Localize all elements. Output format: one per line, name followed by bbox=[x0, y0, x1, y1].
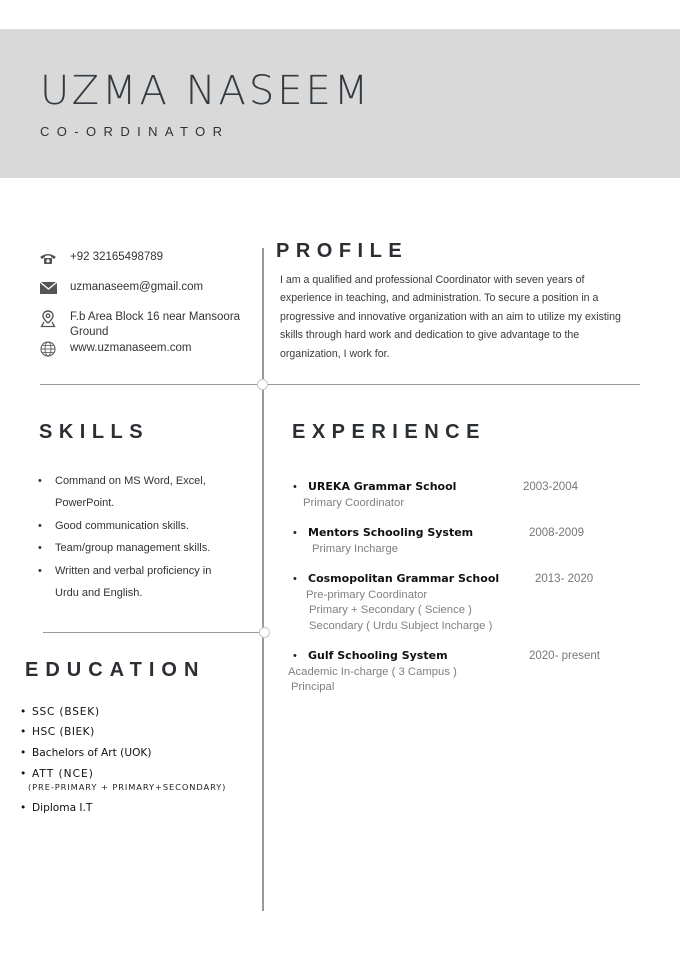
bullet-icon: • bbox=[293, 650, 297, 662]
profile-summary: I am a qualified and professional Coordinator with seven years of experience in teaching, and administration. To secure a position in a progressive and innovative organization with an aim to utilize my existing skills through hard work and dedication to give advantage to the organization, I work for. bbox=[280, 274, 621, 360]
website: www.uzmanaseem.com bbox=[70, 342, 192, 354]
company-name: Gulf Schooling System bbox=[308, 649, 448, 662]
email-address: uzmanaseem@gmail.com bbox=[70, 281, 204, 293]
phone-number: +92 32165498789 bbox=[70, 251, 164, 263]
contact-address bbox=[38, 310, 250, 340]
experience-entry bbox=[293, 526, 623, 557]
education-heading: EDUCATION bbox=[25, 659, 206, 681]
vertical-divider bbox=[262, 248, 264, 911]
experience-entry bbox=[288, 649, 623, 696]
divider-node bbox=[257, 379, 268, 390]
mail-icon bbox=[38, 280, 58, 296]
role: Primary + Secondary ( Science ) bbox=[309, 604, 472, 617]
skill-item: • Good communication skills. bbox=[38, 515, 238, 537]
years: 2020- present bbox=[529, 650, 600, 662]
contact-phone bbox=[38, 250, 250, 266]
role: Academic In-charge ( 3 Campus ) bbox=[288, 666, 457, 678]
education-item: • Bachelors of Art (UOK) bbox=[20, 747, 226, 768]
education-item: • ATT (NCE) bbox=[20, 768, 226, 781]
years: 2013- 2020 bbox=[535, 573, 594, 585]
profile-heading: PROFILE bbox=[276, 240, 409, 262]
years: 2003-2004 bbox=[523, 481, 578, 493]
role: Secondary ( Urdu Subject Incharge ) bbox=[309, 619, 493, 632]
role: Primary Coordinator bbox=[303, 497, 405, 509]
location-pin-icon bbox=[38, 310, 58, 328]
education-item: • HSC (BIEK) bbox=[20, 726, 226, 747]
contact-website bbox=[38, 341, 250, 357]
education-item: • SSC (BSEK) bbox=[20, 706, 226, 726]
divider-node bbox=[259, 627, 270, 638]
globe-icon bbox=[38, 341, 58, 357]
role: Principal bbox=[291, 681, 335, 694]
experience-heading: EXPERIENCE bbox=[292, 421, 486, 443]
skills-list bbox=[38, 470, 238, 604]
bullet-icon: • bbox=[293, 573, 297, 585]
contact-email bbox=[38, 280, 250, 296]
skill-item: • Team/group management skills. bbox=[38, 537, 238, 559]
education-item: • Diploma I.T bbox=[20, 802, 226, 822]
bullet-icon: • bbox=[293, 527, 297, 539]
education-list bbox=[20, 706, 226, 822]
experience-entry bbox=[293, 480, 623, 511]
company-name: Mentors Schooling System bbox=[308, 526, 474, 539]
candidate-name: UZMA NASEEM bbox=[40, 68, 372, 114]
skill-item: • Command on MS Word, Excel, PowerPoint. bbox=[38, 470, 238, 515]
experience-entry bbox=[293, 572, 623, 634]
role: Primary Incharge bbox=[312, 543, 399, 555]
education-subtext: (PRE-PRIMARY + PRIMARY+SECONDARY) bbox=[28, 782, 227, 792]
horizontal-divider-left bbox=[43, 632, 265, 633]
job-title: CO-ORDINATOR bbox=[40, 124, 230, 139]
role: Pre-primary Coordinator bbox=[306, 589, 428, 601]
company-name: UREKA Grammar School bbox=[308, 480, 457, 493]
education-item-detail bbox=[20, 781, 226, 802]
company-name: Cosmopolitan Grammar School bbox=[308, 572, 500, 585]
skills-heading: SKILLS bbox=[39, 421, 150, 443]
skill-item: • Written and verbal proficiency in Urdu and English. bbox=[38, 560, 238, 605]
address: F.b Area Block 16 near Mansoora Ground bbox=[70, 311, 241, 338]
horizontal-divider-top bbox=[40, 384, 640, 385]
phone-icon bbox=[38, 250, 58, 266]
bullet-icon: • bbox=[293, 481, 297, 493]
years: 2008-2009 bbox=[529, 527, 584, 539]
